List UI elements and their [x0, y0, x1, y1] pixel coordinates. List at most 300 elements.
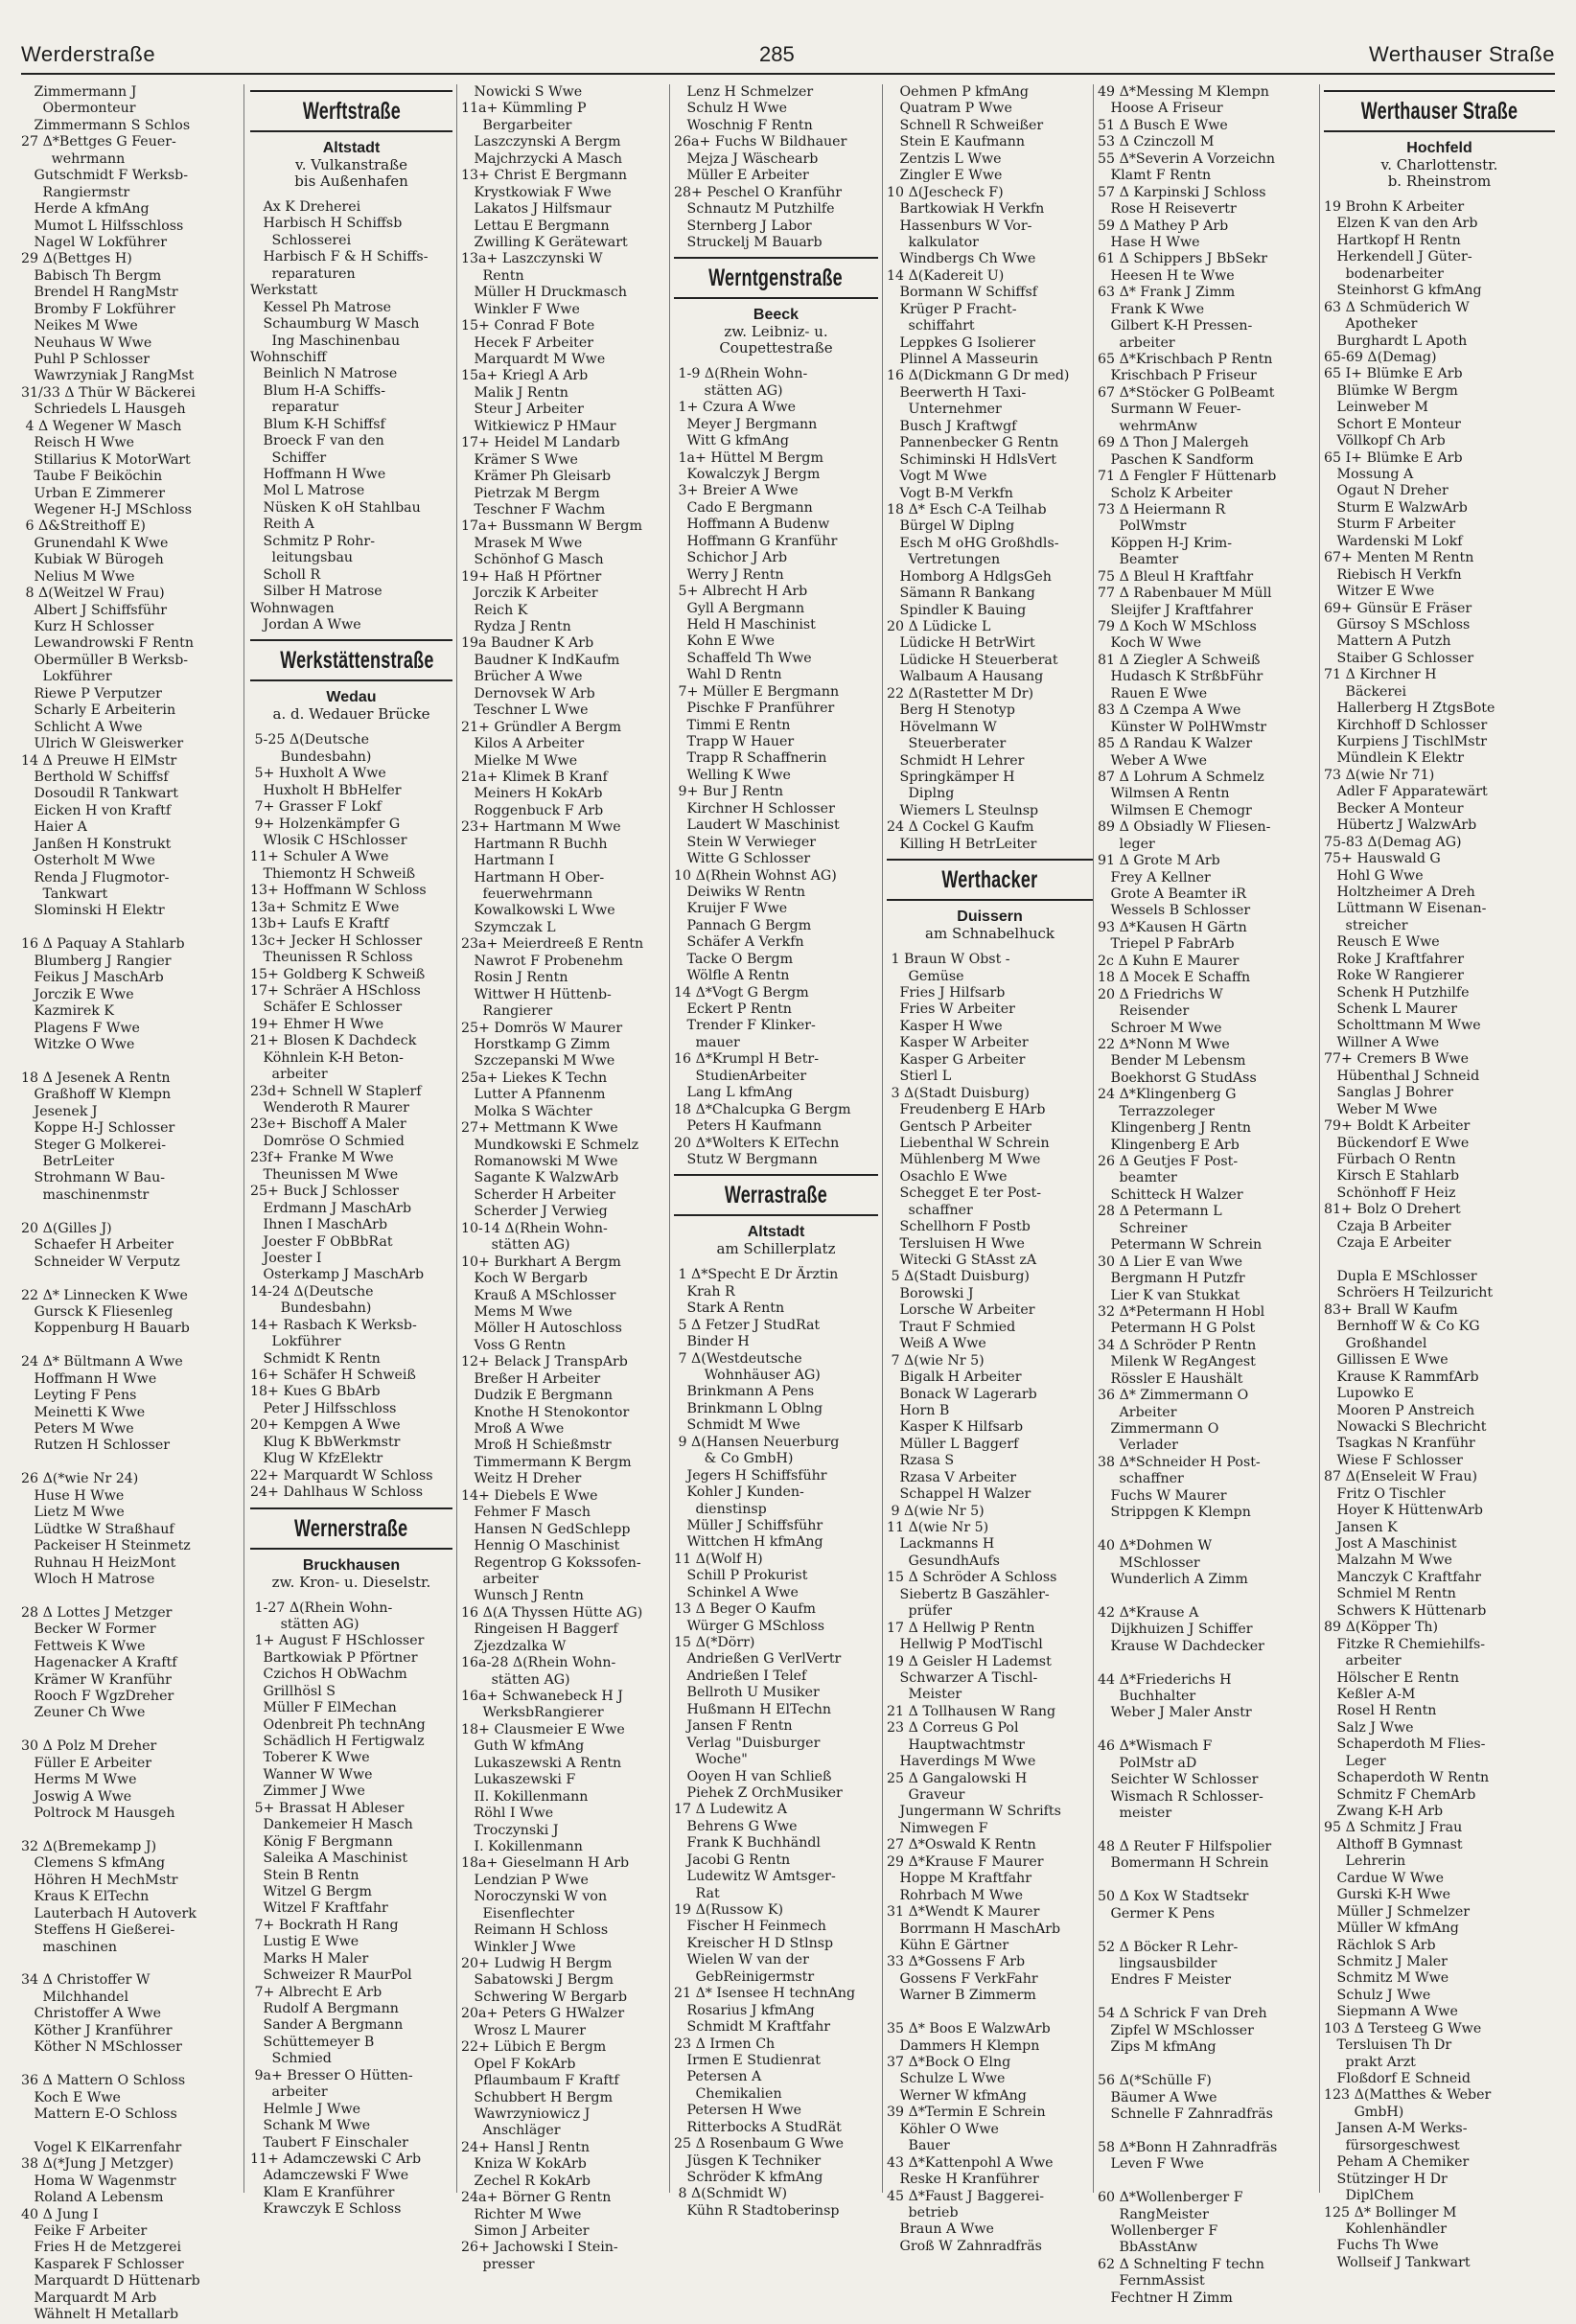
directory-entry: Brendel H RangMstr: [21, 285, 178, 301]
directory-entry: Wunderlich A Zimm: [1098, 1571, 1248, 1587]
directory-entry: Ax K Dreherei: [250, 199, 361, 215]
directory-entry: Wiese F Schlosser: [1324, 1452, 1463, 1468]
directory-entry: Kasparek F Schlosser: [21, 2256, 184, 2272]
directory-entry: Opel F KokArb: [461, 2056, 576, 2072]
directory-entry: 21 Δ* Isensee H technAng: [674, 1986, 856, 2002]
directory-entry: 5 Δ(Stadt Duisburg): [887, 1269, 1030, 1285]
directory-entry: 7+ Müller E Bergmann: [674, 683, 840, 700]
directory-entry: Kniza W KokArb: [461, 2156, 587, 2173]
directory-entry: 63 Δ Schmüderich W: [1324, 299, 1470, 315]
directory-entry: Krüger P Fracht-: [887, 301, 1017, 317]
street-heading: [250, 1507, 452, 1550]
directory-entry: 20+ Kempgen A Wwe: [250, 1417, 401, 1434]
directory-entry: 26+ Jachowski I Stein-: [461, 2240, 618, 2256]
directory-entry: 48 Δ Reuter F Hilfspolier: [1098, 1838, 1272, 1854]
directory-entry: Werry J Rentn: [674, 566, 784, 583]
directory-entry: Milenk W RegAngest: [1098, 1354, 1256, 1370]
directory-entry: 9+ Bur J Rentn: [674, 784, 784, 800]
directory-entry: 55 Δ*Severin A Vorzeichn: [1098, 150, 1276, 167]
directory-entry: Wrosz L Maurer: [461, 2022, 587, 2038]
directory-entry: 15+ Conrad F Bote: [461, 318, 595, 334]
directory-entry: 58 Δ*Bonn H Zahnradfräs: [1098, 2139, 1278, 2155]
directory-entry: Jegers H Schiffsführ: [674, 1467, 827, 1484]
directory-entry: PolMstr aD: [1098, 1755, 1197, 1771]
directory-entry: Schubbert H Bergm: [461, 2089, 614, 2105]
directory-entry: Bundesbahn): [250, 748, 372, 765]
directory-entry: 3 Δ(Stadt Duisburg): [887, 1085, 1030, 1101]
directory-entry: Behrens G Wwe: [674, 1818, 798, 1834]
directory-entry: Stark A Rentn: [674, 1300, 785, 1317]
directory-entry: Renda J Flugmotor-: [21, 869, 170, 886]
directory-entry: Hellwig P ModTischl: [887, 1637, 1043, 1653]
directory-entry: Vogt B-M Verkfn: [887, 485, 1013, 501]
directory-entry: Meinetti K Wwe: [21, 1404, 146, 1420]
directory-entry: Meister: [887, 1687, 962, 1703]
directory-entry: 14 Δ Preuwe H ElMstr: [21, 752, 177, 769]
directory-entry: Gürsoy S MSchloss: [1324, 616, 1471, 633]
district-name: Beeck: [753, 307, 800, 324]
directory-entry: 32 Δ(Bremekamp J): [21, 1838, 157, 1854]
directory-entry: Verlader: [1098, 1438, 1178, 1454]
directory-entry: 10-14 Δ(Rhein Wohn-: [461, 1220, 608, 1236]
directory-entry: Rosin J Rentn: [461, 970, 568, 986]
directory-entry: Quatram P Wwe: [887, 101, 1012, 117]
directory-entry: Borowski J: [887, 1285, 974, 1301]
directory-entry: 81+ Bolz O Drehert: [1324, 1202, 1461, 1218]
directory-entry: Gilbert K-H Pressen-: [1098, 318, 1253, 334]
directory-entry: 25+ Domrös W Maurer: [461, 1020, 623, 1036]
directory-entry: Köhler O Wwe: [887, 2121, 999, 2137]
directory-entry: 77+ Cremers B Wwe: [1324, 1051, 1469, 1068]
directory-entry: Berg H Stenotyp: [887, 702, 1015, 719]
directory-entry: Paschen K Sandform: [1098, 451, 1254, 468]
directory-entry: 1+ Czura A Wwe: [674, 400, 797, 416]
directory-entry: Schinkel A Wwe: [674, 1584, 799, 1600]
directory-entry: Hübenthal J Schneid: [1324, 1068, 1480, 1084]
directory-entry: Zwilling K Gerätewart: [461, 234, 628, 250]
directory-entry: Reisender: [1098, 1003, 1190, 1020]
directory-entry: Müller L Baggerf: [887, 1436, 1019, 1452]
directory-entry: Bender M Lebensm: [1098, 1053, 1246, 1070]
directory-entry: 13 Δ Beger O Kaufm: [674, 1601, 816, 1618]
directory-entry: Bückendorf E Wwe: [1324, 1135, 1470, 1151]
directory-entry: Bergarbeiter: [461, 117, 572, 133]
directory-entry: 27 Δ*Bettges G Feuer-: [21, 134, 176, 150]
directory-entry: 22+ Marquardt W Schloss: [250, 1467, 433, 1484]
directory-entry: Joester F ObBbRat: [250, 1233, 393, 1250]
directory-entry: Rosel H Rentn: [1324, 1703, 1437, 1719]
directory-entry: Arbeiter: [1098, 1404, 1177, 1420]
directory-entry: Andrießen I Telef: [674, 1668, 807, 1684]
directory-entry: Reimann H Schloss: [461, 1922, 609, 1939]
directory-entry: Müller W kfmAng: [1324, 1921, 1459, 1937]
directory-entry: Peters M Wwe: [21, 1421, 134, 1437]
directory-entry: Warner B Zimmerm: [887, 1988, 1036, 2004]
directory-entry: Terrazzoleger: [1098, 1103, 1216, 1119]
directory-entry: Rooch F WgzDreher: [21, 1689, 174, 1704]
directory-entry: 22+ Lübich E Bergm: [461, 2039, 607, 2056]
directory-entry: Lietz M Wwe: [21, 1505, 125, 1521]
directory-entry: Klam E Kranführer: [250, 2184, 395, 2200]
directory-entry: Feike F Arbeiter: [21, 2223, 148, 2239]
directory-entry: Schmied: [250, 2051, 332, 2067]
directory-entry: Schulz J Wwe: [1324, 1987, 1431, 2003]
directory-entry: Peham A Chemiker: [1324, 2154, 1470, 2171]
directory-entry: Schweizer R MaurPol: [250, 1967, 412, 1984]
directory-entry: Koppenburg H Bauarb: [21, 1321, 190, 1337]
directory-entry: 81 Δ Ziegler A Schweiß: [1098, 652, 1261, 668]
directory-entry: WerksbRangierer: [461, 1705, 604, 1721]
directory-entry: Bergmann H Putzfr: [1098, 1271, 1245, 1287]
directory-entry: Scholl R: [250, 566, 321, 583]
directory-entry: 20 Δ Lüdicke L: [887, 619, 991, 634]
directory-entry: Sturm F Arbeiter: [1324, 517, 1456, 533]
directory-entry: lingsausbilder: [1098, 1956, 1217, 1971]
directory-entry: Wilmsen A Rentn: [1098, 786, 1230, 802]
directory-entry: Osachlo E Wwe: [887, 1168, 1008, 1185]
directory-entry: 38 Δ(*Jung J Metzger): [21, 2156, 174, 2173]
directory-entry: [1098, 1722, 1315, 1738]
directory-entry: Lettau E Bergmann: [461, 218, 610, 234]
directory-entry: Höhren H MechMstr: [21, 1872, 178, 1888]
directory-entry: Leger: [1324, 1753, 1386, 1769]
directory-entry: 8 Δ(Schmidt W): [674, 2186, 788, 2202]
directory-entry: Werkstatt: [250, 283, 318, 299]
directory-entry: Bomermann H Schrein: [1098, 1855, 1269, 1872]
directory-entry: Floßdorf E Schneid: [1324, 2071, 1471, 2086]
directory-entry: Chemikalien: [674, 2085, 782, 2102]
directory-entry: Elzen K van den Arb: [1324, 216, 1478, 232]
street-name: Werrastraße: [724, 1182, 828, 1209]
directory-entry: Vogel K ElKarrenfahr: [21, 2139, 182, 2155]
directory-entry: 18 Δ*Chalcupka G Bergm: [674, 1101, 851, 1117]
directory-entry: Krischbach P Friseur: [1098, 368, 1257, 384]
directory-entry: Irmen E Studienrat: [674, 2052, 821, 2068]
street-location: Coupettestraße: [719, 339, 833, 357]
directory-entry: Struckelj M Bauarb: [674, 234, 823, 250]
directory-entry: Schmitz F ChemArb: [1324, 1786, 1476, 1803]
directory-entry: Steur J Arbeiter: [461, 402, 584, 418]
directory-entry: Lüdicke H Steuerberat: [887, 652, 1058, 668]
district-name: Hochfeld: [1406, 140, 1472, 156]
directory-entry: Sturm E WalzwArb: [1324, 499, 1468, 516]
directory-entry: Dosoudil R Tankwart: [21, 786, 178, 802]
directory-entry: Szczepanski M Wwe: [461, 1053, 615, 1070]
directory-entry: 40 Δ*Dohmen W: [1098, 1538, 1213, 1554]
directory-entry: Puhl P Schlosser: [21, 352, 151, 367]
directory-entry: Holtzheimer A Dreh: [1324, 884, 1475, 900]
directory-entry: 24 Δ Cockel G Kaufm: [887, 819, 1034, 836]
directory-entry: Broeck F van den: [250, 433, 384, 449]
directory-entry: Ritterbocks A StudRät: [674, 2119, 842, 2135]
directory-entry: Grunendahl K Wwe: [21, 535, 169, 551]
directory-entry: 39 Δ*Termin E Schrein: [887, 2105, 1046, 2121]
directory-entry: 21 Δ Tollhausen W Rang: [887, 1703, 1056, 1719]
directory-entry: Apotheker: [1324, 316, 1418, 333]
directory-entry: DiplChem: [1324, 2188, 1414, 2204]
directory-entry: Lukaszewski A Rentn: [461, 1755, 622, 1771]
directory-entry: Würger G MSchloss: [674, 1618, 825, 1634]
directory-entry: Witzke O Wwe: [21, 1036, 135, 1052]
directory-entry: GesundhAufs: [887, 1553, 1000, 1569]
directory-entry: Troczynski J: [461, 1822, 559, 1838]
directory-entry: Kowalkowski L Wwe: [461, 903, 615, 919]
directory-entry: Frank K Buchhändl: [674, 1835, 821, 1852]
directory-entry: Witzer E Wwe: [1324, 584, 1435, 600]
directory-entry: Pannenbecker G Rentn: [887, 435, 1059, 451]
directory-entry: Künster W PolHWmstr: [1098, 719, 1267, 735]
directory-entry: Blum K-H Schiffsf: [250, 416, 385, 432]
directory-entry: Verlag "Duisburger: [674, 1735, 821, 1751]
directory-entry: arbeiter: [250, 2084, 328, 2101]
directory-entry: Hoppe M Kraftfahr: [887, 1871, 1031, 1887]
directory-entry: 28 Δ Lottes J Metzger: [21, 1604, 173, 1621]
directory-entry: Steinhorst G kfmAng: [1324, 283, 1482, 299]
directory-entry: [1098, 1922, 1315, 1939]
directory-entry: Jansen F Rentn: [674, 1718, 793, 1735]
directory-entry: 69 Δ Thon J Malergeh: [1098, 435, 1249, 451]
directory-entry: Taube F Beiköchin: [21, 469, 163, 485]
directory-entry: Köppen H-J Krim-: [1098, 535, 1233, 551]
directory-entry: Schröder K kfmAng: [674, 2170, 823, 2185]
directory-entry: Lokführer: [250, 1334, 341, 1350]
directory-entry: 19a Baudner K Arb: [461, 635, 594, 652]
directory-entry: 9+ Holzenkämpfer G: [250, 816, 401, 832]
directory-entry: Huxholt H BbHelfer: [250, 782, 402, 798]
directory-entry: Gutschmidt F Werksb-: [21, 168, 189, 184]
street-name: Werthauser Straße: [1360, 98, 1518, 125]
directory-entry: Zimmermann S Schlos: [21, 117, 191, 133]
directory-entry: PolWmstr: [1098, 518, 1187, 535]
directory-entry: 22 Δ(Rastetter M Dr): [887, 685, 1034, 702]
page-header: [21, 36, 1555, 75]
directory-entry: Mattern A Putzh: [1324, 633, 1451, 650]
directory-entry: 43 Δ*Kattenpohl A Wwe: [887, 2154, 1054, 2171]
directory-entry: Kohlenhändler: [1324, 2220, 1448, 2237]
directory-entry: Tsagkas N Kranführ: [1324, 1436, 1475, 1452]
directory-entry: 1a+ Hüttel M Bergm: [674, 449, 823, 466]
directory-entry: Plagens F Wwe: [21, 1020, 140, 1036]
directory-entry: Fuchs W Maurer: [1098, 1487, 1227, 1504]
directory-entry: Domröse O Schmied: [250, 1133, 405, 1149]
directory-entry: 17+ Heidel M Landarb: [461, 435, 620, 451]
directory-entry: Schaperdoth W Rentn: [1324, 1770, 1490, 1786]
directory-entry: Fuchs Th Wwe: [1324, 2238, 1439, 2254]
directory-entry: Wohnhäuser AG): [674, 1368, 821, 1383]
directory-entry: 11a+ Kümmling P: [461, 101, 587, 117]
directory-entry: Gemüse: [887, 968, 964, 984]
directory-entry: Zips M kfmAng: [1098, 2039, 1217, 2056]
directory-entry: 18 Δ* Esch C-A Teilhab: [887, 501, 1047, 518]
directory-entry: Wardenski M Lokf: [1324, 533, 1463, 549]
directory-entry: & Co GmbH): [674, 1451, 794, 1467]
directory-entry: [1098, 2174, 1315, 2190]
directory-entry: Bigalk H Arbeiter: [887, 1369, 1022, 1386]
directory-entry: Schnelle F Zahnradfräs: [1098, 2105, 1273, 2122]
directory-entry: Rzasa V Arbeiter: [887, 1469, 1017, 1485]
directory-entry: Walbaum A Hausang: [887, 669, 1044, 685]
directory-entry: Dernovsek W Arb: [461, 685, 595, 702]
directory-entry: 18+ Clausmeier E Wwe: [461, 1721, 625, 1737]
directory-entry: Lüdtke W Straßhauf: [21, 1521, 174, 1537]
directory-entry: Kohler J Kunden-: [674, 1484, 804, 1501]
directory-entry: prakt Arzt: [1324, 2054, 1416, 2070]
directory-entry: Lorsche W Arbeiter: [887, 1302, 1035, 1319]
directory-entry: 103 Δ Tersteeg G Wwe: [1324, 2020, 1482, 2036]
directory-entry: Sabatowski J Bergm: [461, 1972, 614, 1989]
directory-entry: Schenk H Putzhilfe: [1324, 984, 1470, 1001]
directory-entry: Feikus J MaschArb: [21, 970, 164, 986]
directory-entry: 25+ Buck J Schlosser: [250, 1184, 399, 1200]
directory-entry: Weber J Maler Anstr: [1098, 1705, 1252, 1721]
directory-entry: Odenbreit Ph technAng: [250, 1716, 426, 1733]
directory-entry: Wiemers L Steulnsp: [887, 802, 1039, 818]
directory-entry: [21, 2123, 240, 2139]
directory-entry: Rudolf A Bergmann: [250, 2001, 399, 2016]
street-location: b. Rheinstrom: [1387, 173, 1492, 190]
directory-entry: [1098, 1823, 1315, 1839]
directory-entry: 59 Δ Mathey P Arb: [1098, 218, 1229, 234]
directory-entry: Bürgel W Diplng: [887, 518, 1015, 535]
directory-entry: Zwang K-H Arb: [1324, 1804, 1444, 1819]
directory-entry: 52 Δ Böcker R Lehr-: [1098, 1939, 1239, 1955]
directory-entry: Köther N MSchlosser: [21, 2039, 182, 2056]
directory-entry: Winkler F Wwe: [461, 301, 580, 317]
directory-entry: 19 Δ Geisler H Lademst: [887, 1653, 1052, 1669]
directory-entry: 14 Δ(Kadereit U): [887, 267, 1005, 284]
directory-entry: Wittchen H kfmAng: [674, 1534, 823, 1551]
directory-entry: Simon J Arbeiter: [461, 2223, 590, 2239]
directory-entry: [1098, 2057, 1315, 2073]
directory-entry: Hoffmann A Budenw: [674, 517, 830, 533]
directory-entry: 23 Δ Correus G Pol: [887, 1720, 1019, 1737]
district-name: Altstadt: [747, 1224, 805, 1241]
directory-entry: Ihnen I MaschArb: [250, 1217, 388, 1233]
directory-entry: BetrLeiter: [21, 1154, 115, 1169]
directory-entry: 87 Δ Lohrum A Schmelz: [1098, 769, 1264, 785]
directory-entry: 69+ Günsür E Fräser: [1324, 600, 1472, 616]
directory-entry: Wölfle A Rentn: [674, 968, 790, 984]
directory-entry: dienstinsp: [674, 1501, 767, 1517]
directory-entry: Dammers H Klempn: [887, 2037, 1040, 2054]
directory-entry: Wawrzyniowicz J: [461, 2105, 591, 2122]
directory-entry: Kazmirek K: [21, 1003, 114, 1020]
directory-entry: Bromby F Lokführer: [21, 301, 175, 317]
directory-entry: Germer K Pens: [1098, 1905, 1216, 1921]
directory-entry: Pischke F Pranführer: [674, 701, 835, 717]
street-heading: [250, 639, 452, 681]
directory-entry: Anschläger: [461, 2123, 561, 2139]
directory-entry: Petersen A: [674, 2069, 762, 2085]
directory-entry: 20a+ Peters G HWalzer: [461, 2006, 625, 2022]
directory-entry: Herde A kfmAng: [21, 201, 150, 218]
directory-entry: [21, 1956, 240, 1972]
directory-entry: RangMeister: [1098, 2206, 1209, 2222]
directory-entry: Janßen H Konstrukt: [21, 836, 172, 852]
street-location: a. d. Wedauer Brücke: [272, 705, 430, 724]
directory-entry: Buchhalter: [1098, 1689, 1196, 1704]
directory-entry: 30 Δ Lier E van Wwe: [1098, 1254, 1243, 1270]
directory-entry: Kühn R Stadtoberinsp: [674, 2202, 840, 2219]
directory-entry: Lier K van Stukkat: [1098, 1287, 1240, 1303]
directory-entry: Reisch H Wwe: [21, 435, 135, 451]
directory-entry: Hölscher E Rentn: [1324, 1669, 1459, 1686]
directory-entry: Schaumburg W Masch: [250, 316, 420, 333]
directory-entry: 32 Δ*Petermann H Hobl: [1098, 1303, 1265, 1320]
directory-entry: Gyll A Bergmann: [674, 600, 805, 616]
directory-entry: Schmidt H Lehrer: [887, 752, 1025, 769]
directory-entry: Sämann R Bankang: [887, 586, 1035, 602]
directory-entry: Jüsgen K Techniker: [674, 2152, 822, 2169]
directory-entry: Koppe H-J Schlosser: [21, 1120, 175, 1137]
directory-entry: Beinlich N Matrose: [250, 366, 398, 382]
directory-entry: Mroß H Schießmstr: [461, 1438, 612, 1454]
directory-entry: Rangiermstr: [21, 184, 130, 200]
directory-entry: 89 Δ(Köpper Th): [1324, 1620, 1439, 1636]
directory-entry: Thiemontz H Schweiß: [250, 865, 416, 882]
directory-entry: Regentrop G Kokssofen-: [461, 1554, 641, 1571]
directory-entry: 31 Δ*Wendt K Maurer: [887, 1904, 1040, 1921]
directory-entry: 19+ Haß H Pförtner: [461, 568, 602, 585]
directory-entry: Strohmann W Bau-: [21, 1170, 166, 1186]
directory-entry: 15+ Goldberg K Schweiß: [250, 966, 426, 982]
directory-entry: 85 Δ Randau K Walzer: [1098, 736, 1253, 752]
directory-entry: Petersen H Wwe: [674, 2103, 802, 2119]
directory-entry: Kraus K ElTechn: [21, 1889, 150, 1905]
spacer: [250, 723, 452, 732]
directory-entry: Rydza J Rentn: [461, 619, 571, 634]
directory-entry: 13a+ Laszczynski W: [461, 251, 603, 267]
directory-entry: Tankwart: [21, 886, 108, 902]
district-name: Wedau: [326, 689, 377, 706]
directory-entry: GmbH): [1324, 2104, 1404, 2120]
directory-entry: Witkiewicz P HMaur: [461, 418, 616, 434]
directory-entry: König F Bergmann: [250, 1833, 393, 1850]
directory-entry: Wilmsen E Chemogr: [1098, 802, 1252, 818]
directory-entry: Tersluisen Th Dr: [1324, 2037, 1452, 2054]
directory-entry: Piehek Z OrchMusiker: [674, 1784, 843, 1801]
directory-entry: Schiminski H HdlsVert: [887, 451, 1056, 468]
directory-entry: 38 Δ*Schneider H Post-: [1098, 1454, 1261, 1470]
directory-entry: Wismach R Schlosser-: [1098, 1788, 1263, 1805]
directory-entry: arbeiter: [1098, 334, 1175, 351]
directory-entry: Klamt F Rentn: [1098, 168, 1212, 184]
directory-entry: Kowalczyk J Bergm: [674, 467, 821, 482]
directory-entry: Mroß A Wwe: [461, 1421, 565, 1437]
directory-entry: fürsorgeschwest: [1324, 2137, 1460, 2153]
directory-entry: Lokführer: [21, 669, 112, 685]
directory-entry: 16+ Schäfer H Schweiß: [250, 1368, 416, 1383]
directory-entry: Woche": [674, 1752, 748, 1768]
directory-entry: Wanner W Wwe: [250, 1766, 373, 1783]
directory-entry: Roland A Lebensm: [21, 2190, 164, 2206]
directory-entry: 75-83 Δ(Demag AG): [1324, 834, 1462, 850]
directory-entry: Schwarzer A Tischl-: [887, 1669, 1038, 1686]
directory-entry: Petermann H G Polst: [1098, 1321, 1256, 1337]
directory-entry: Klingenberg J Rentn: [1098, 1120, 1252, 1137]
directory-entry: Krause K RammfArb: [1324, 1369, 1479, 1385]
directory-entry: 21+ Gründler A Bergm: [461, 719, 622, 735]
directory-entry: reparatur: [250, 400, 339, 416]
district-name: Duissern: [957, 909, 1023, 926]
directory-entry: Zimmer J Wwe: [250, 1783, 365, 1800]
directory-entry: Zipfel W MSchlosser: [1098, 2022, 1254, 2038]
directory-entry: Riewe P Verputzer: [21, 685, 162, 702]
directory-entry: Breßer H Arbeiter: [461, 1370, 601, 1387]
directory-entry: Fries H de Metzgerei: [21, 2240, 182, 2256]
directory-entry: 26a+ Fuchs W Bildhauer: [674, 134, 847, 150]
directory-entry: [1098, 1990, 1315, 2006]
